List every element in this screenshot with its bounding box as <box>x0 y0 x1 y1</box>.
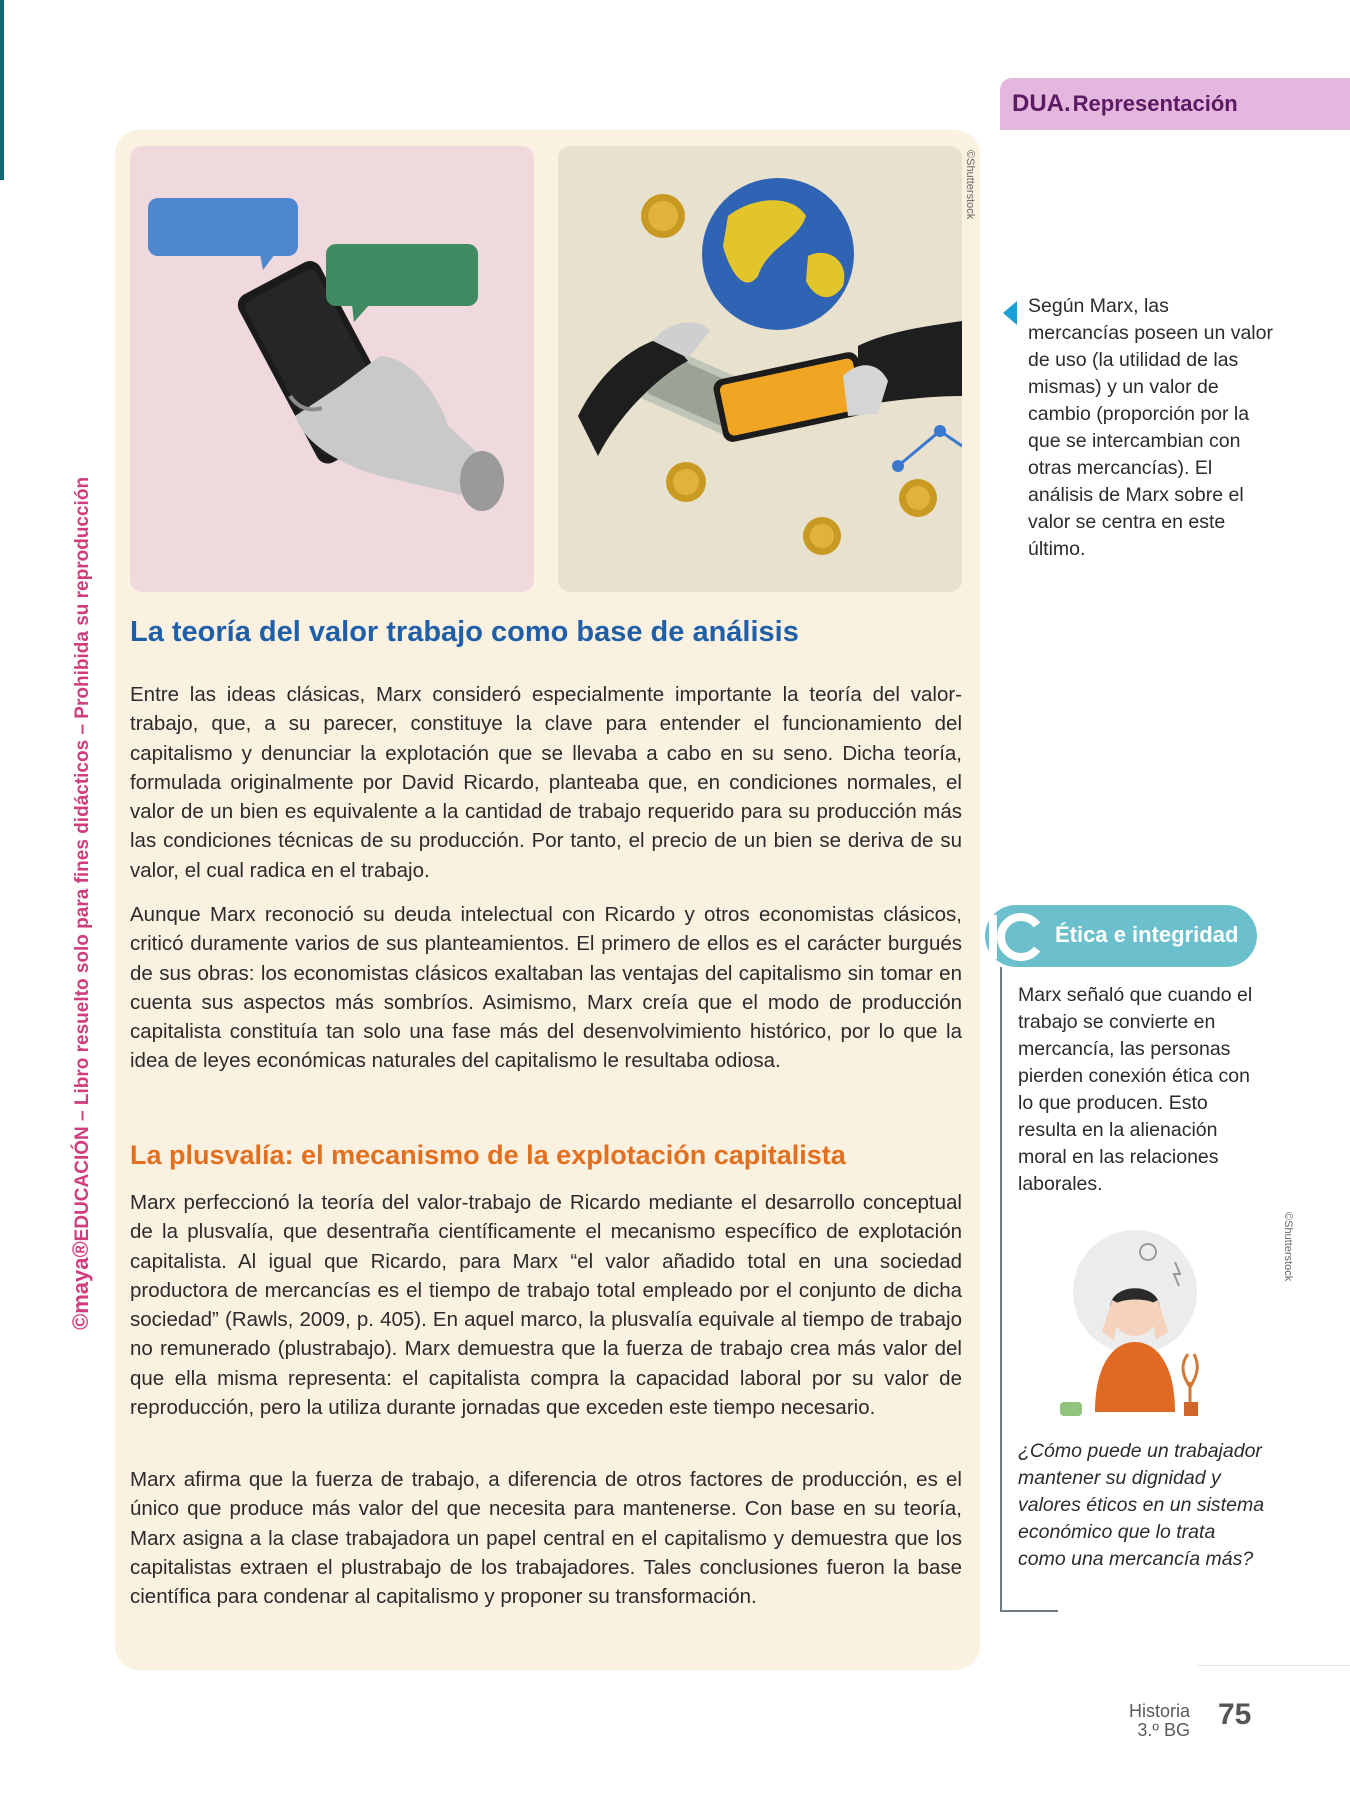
ethics-question: ¿Cómo puede un trabajador mantener su dignidad y valores éticos en un sistema económico que lo trata como una mercancía más? <box>1018 1440 1265 1570</box>
maya-brand: ©maya® <box>68 1241 93 1330</box>
money-globe-illustration <box>558 146 962 592</box>
dua-representation-tab <box>1000 78 1350 130</box>
footer-subject-block <box>1100 1702 1190 1740</box>
image-credit-top: ©Shutterstock <box>964 150 976 220</box>
footer-grade: 3.º BG <box>1137 1720 1190 1740</box>
paragraph-2: Aunque Marx reconoció su deuda intelectual con Ricardo y otros economistas clásicos, criticó duramente varios de sus planteamientos. El primero de ellos es el carácter burgués de sus obras: los economistas clásicos exaltaban las ventajas del capitalismo sin tomar en cuenta sus aspectos más sombríos. Asimismo, Marx creía que el modo de producción capitalista constituía tan solo una fase más del desenvolvimiento histórico, por lo que la idea de leyes económicas naturales del capitalismo le resultaba odiosa. <box>130 903 962 1073</box>
paragraph-1: Entre las ideas clásicas, Marx consideró especialmente importante la teoría del valor-trabajo, que, a su parecer, constituye la clave para entender el funcionamiento del capitalismo y denunciar la explotación que se llevaba a cabo en su seno. Dicha teoría, formulada originalmente por David Ricardo, planteaba que, en condiciones normales, el valor de un bien es equivalente a la cantidad de trabajo requerido para su producción más las condiciones técnicas de su producción. Por tanto, el precio de un bien se deriva de su valor, el cual radica en el trabajo. <box>130 683 962 882</box>
pointer-arrow-icon <box>1003 301 1017 325</box>
paragraph-3: Marx perfeccionó la teoría del valor-trabajo de Ricardo mediante el desarrollo conceptual de la plusvalía, que desentraña científicamente el mecanismo específico de explotación capitalista. Al igual que Ricardo, para Marx “el valor añadido total en una sociedad productora de mercancías es el tiempo de trabajo total empleado por el conjunto de dicha sociedad” (Rawls, 2009, p. 405). En aquel marco, la plusvalía equivale al tiempo de trabajo no remunerado (plustrabajo). Marx demuestra que la fuerza de trabajo crea más valor del que ella misma representa: el capitalista compra la capacidad laboral por su valor de reproducción, pero la utiliza durante jornadas que exceden este tiempo necesario. <box>130 1191 962 1420</box>
image-credit-ethics: ©Shutterstock <box>1282 1212 1294 1282</box>
copyright-text: EDUCACIÓN – Libro resuelto solo para fines didácticos – Prohibida su reproducción <box>72 476 93 1242</box>
page-number: 75 <box>1218 1698 1252 1731</box>
ethics-side-rule <box>1000 967 1002 1612</box>
stressed-worker-illustration <box>1040 1222 1230 1422</box>
ethics-title: Ética e integridad <box>1055 922 1239 947</box>
ethics-bottom-rule <box>1000 1610 1058 1612</box>
dua-label-strong: DUA. <box>1012 90 1071 117</box>
footer-subject: Historia <box>1128 1701 1190 1721</box>
copyright-vertical <box>68 477 94 1330</box>
footer-rule <box>1198 1665 1350 1666</box>
dua-label: Representación <box>1072 91 1238 116</box>
phone-chat-illustration <box>130 146 534 592</box>
ethics-body-text: Marx señaló que cuando el trabajo se convierte en mercancía, las personas pierden conexión ética con lo que producen. Esto resulta en la alienación moral en las relaciones laborales. <box>1018 984 1253 1195</box>
paragraph-4: Marx afirma que la fuerza de trabajo, a diferencia de otros factores de producción, es el único que produce más valor del que necesita para mantenerse. Con base en su teoría, Marx asigna a la clase trabajadora un papel central en el capitalismo y demuestra que los capitalistas extraen el plustrabajo de los trabajadores. Tales conclusiones fueron la base científica para condenar al capitalismo y proponer su transformación. <box>130 1468 962 1609</box>
marx-note-text: Según Marx, las mercancías poseen un valor de uso (la utilidad de las mismas) y un valor de cambio (proporción por la que se intercambian con otras mercancías). El análisis de Marx sobre el valor se centra en este último. <box>1028 295 1273 560</box>
heading-labor-value: La teoría del valor trabajo como base de análisis <box>130 616 799 648</box>
left-edge-rule <box>0 0 4 180</box>
ethics-ic-icon <box>985 905 1047 967</box>
heading-surplus-value: La plusvalía: el mecanismo de la explotación capitalista <box>130 1140 846 1170</box>
